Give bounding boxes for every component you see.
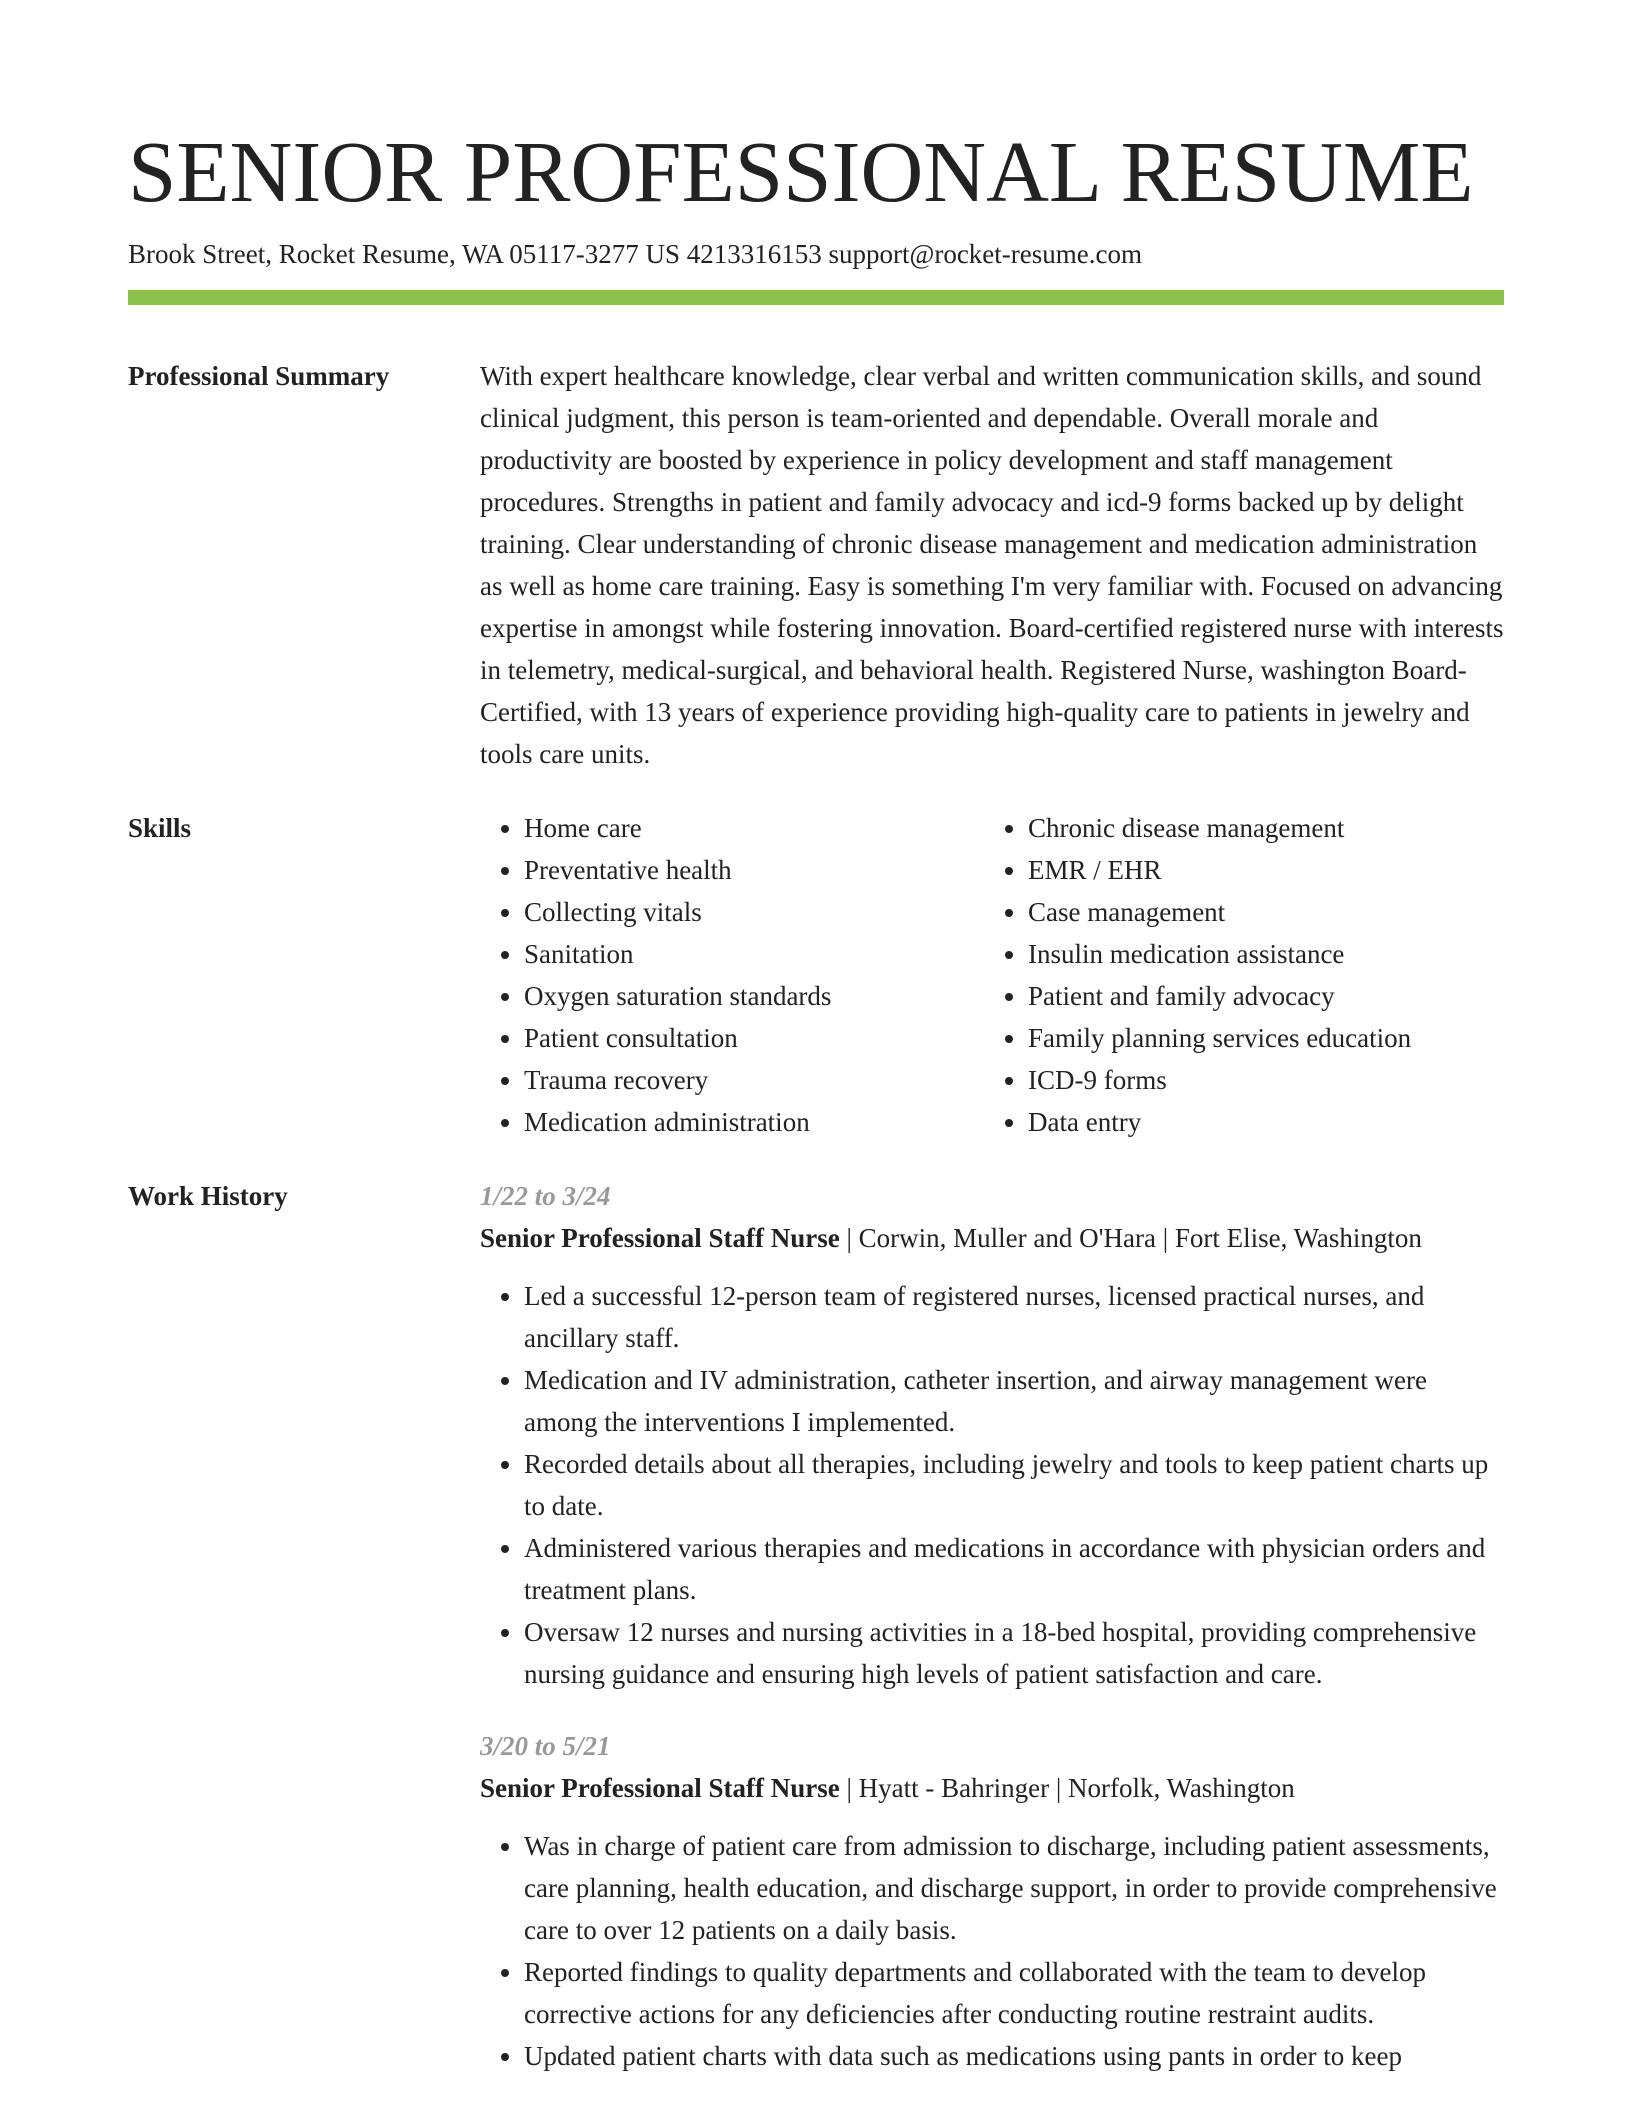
skills-grid [480, 807, 1504, 1143]
job-details: | Hyatt - Bahringer | Norfolk, Washington [839, 1773, 1295, 1803]
job-header [480, 1767, 1504, 1809]
skill-item: • Case management [1028, 891, 1488, 933]
skill-item: • Preventative health [524, 849, 984, 891]
job-entry [480, 1725, 1504, 2077]
skill-item: • Home care [524, 807, 984, 849]
job-title: Senior Professional Staff Nurse [480, 1773, 840, 1803]
job-bullet: • Led a successful 12-person team of registered nurses, licensed practical nurses, and ancillary staff. [524, 1275, 1504, 1359]
skill-item: • Sanitation [524, 933, 984, 975]
job-dates: 1/22 to 3/24 [480, 1181, 611, 1211]
section-label-skills: Skills [128, 813, 192, 843]
job-bullet: • Was in charge of patient care from admission to discharge, including patient assessments, care planning, health education, and discharge support, in order to provide comprehensive care to over 12 patients on a daily basis. [524, 1825, 1504, 1951]
accent-divider [128, 290, 1504, 305]
skill-item: • Family planning services education [1028, 1017, 1488, 1059]
skills-column-right [984, 807, 1488, 1143]
summary-body [480, 355, 1504, 775]
job-bullet: • Reported findings to quality departments and collaborated with the team to develop corrective actions for any deficiencies after conducting routine restraint audits. [524, 1951, 1504, 2035]
job-bullets [480, 1825, 1504, 2077]
skills-body [480, 807, 1504, 1143]
contact-line: Brook Street, Rocket Resume, WA 05117-3277 US 4213316153 support@rocket-resume.com [128, 239, 1142, 269]
job-bullet: • Medication and IV administration, catheter insertion, and airway management were among the interventions I implemented. [524, 1359, 1504, 1443]
section-label-summary: Professional Summary [128, 361, 390, 391]
job-bullet: • Administered various therapies and medications in accordance with physician orders and treatment plans. [524, 1527, 1504, 1611]
job-bullet: • Recorded details about all therapies, including jewelry and tools to keep patient charts up to date. [524, 1443, 1504, 1527]
job-bullet: • Updated patient charts with data such as medications using pants in order to keep [524, 2035, 1504, 2077]
job-bullet: • Oversaw 12 nurses and nursing activities in a 18-bed hospital, providing comprehensive nursing guidance and ensuring high levels of patient satisfaction and care. [524, 1611, 1504, 1695]
section-label-work: Work History [128, 1181, 288, 1211]
skill-item: • Patient and family advocacy [1028, 975, 1488, 1017]
job-dates: 3/20 to 5/21 [480, 1731, 611, 1761]
job-title: Senior Professional Staff Nurse [480, 1223, 840, 1253]
section-professional-summary [128, 355, 1504, 775]
work-body [480, 1175, 1504, 2077]
section-skills [128, 807, 1504, 1143]
skill-item: • Collecting vitals [524, 891, 984, 933]
skill-item: • ICD-9 forms [1028, 1059, 1488, 1101]
job-details: | Corwin, Muller and O'Hara | Fort Elise, Washington [839, 1223, 1422, 1253]
page-title: SENIOR PROFESSIONAL RESUME [128, 123, 1474, 220]
section-work-history [128, 1175, 1504, 2077]
skill-item: • Medication administration [524, 1101, 984, 1143]
job-bullets [480, 1275, 1504, 1695]
job-header [480, 1217, 1504, 1259]
skill-item: • Insulin medication assistance [1028, 933, 1488, 975]
summary-text: With expert healthcare knowledge, clear verbal and written communication skills, and sound clinical judgment, this person is team-oriented and dependable. Overall morale and productivity are boosted by experience in policy development and staff management procedures. Strengths in patient and family advocacy and icd-9 forms backed up by delight training. Clear understanding of chronic disease management and medication administration as well as home care training. Easy is something I'm very familiar with. Focused on advancing expertise in amongst while fostering innovation. Board-certified registered nurse with interests in telemetry, medical-surgical, and behavioral health. Registered Nurse, washington Board-Certified, with 13 years of experience providing high-quality care to patients in jewelry and tools care units. [480, 361, 1504, 769]
skill-item: • Patient consultation [524, 1017, 984, 1059]
skill-item: • Chronic disease management [1028, 807, 1488, 849]
skill-item: • Data entry [1028, 1101, 1488, 1143]
skill-item: • EMR / EHR [1028, 849, 1488, 891]
skill-item: • Trauma recovery [524, 1059, 984, 1101]
skills-column-left [480, 807, 984, 1143]
skill-item: • Oxygen saturation standards [524, 975, 984, 1017]
job-entry [480, 1175, 1504, 1695]
